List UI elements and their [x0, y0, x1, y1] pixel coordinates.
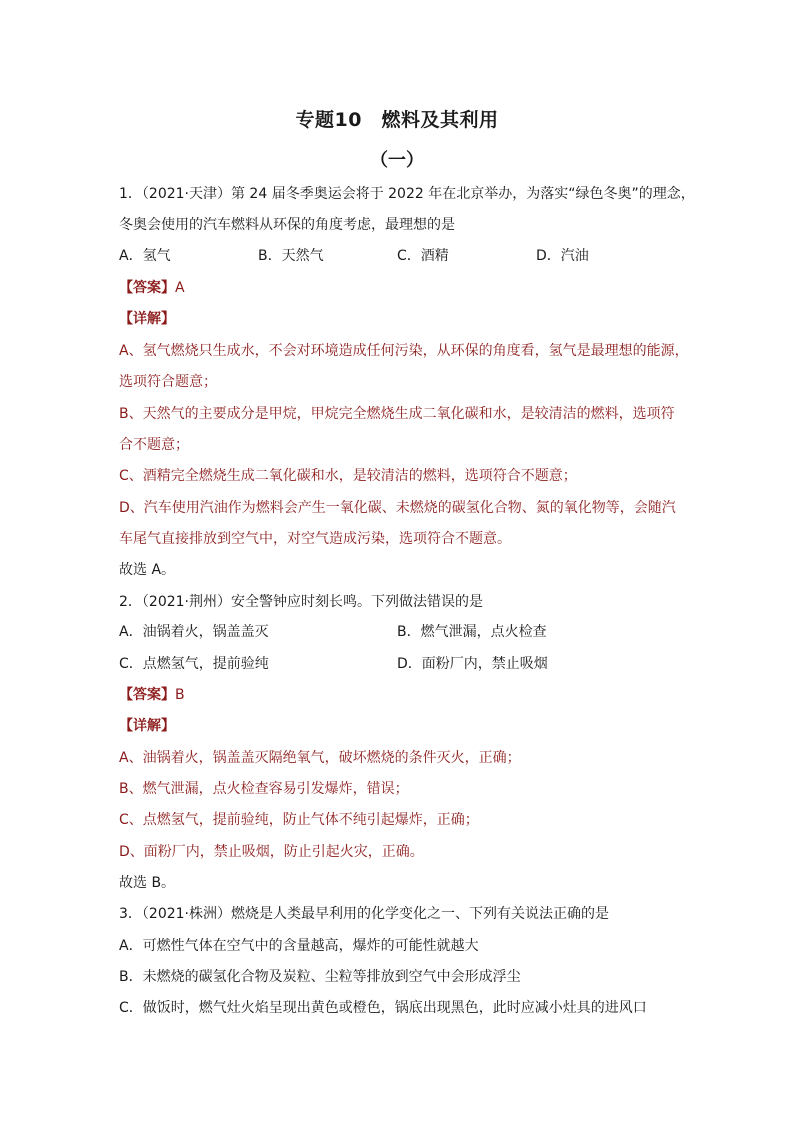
q1-stem-line1: 1．（2021·天津）第 24 届冬季奥运会将于 2022 年在北京举办，为落实“绿色冬奥”的理念， [119, 186, 695, 202]
q2-answer-label: 【答案】 [119, 687, 175, 703]
q2-option-b: B．燃气泄漏，点火检查 [397, 624, 547, 640]
q1-explain-line: B、天然气的主要成分是甲烷，甲烷完全燃烧生成二氧化碳和水，是较清洁的燃料，选项符 [119, 406, 675, 422]
q3-option-c: C．做饭时，燃气灶火焰呈现出黄色或橙色，锅底出现黑色，此时应减小灶具的进风口 [119, 1000, 647, 1016]
q2-option-a: A．油锅着火，锅盖盖灭 [119, 624, 269, 640]
q3-option-b: B．未燃烧的碳氢化合物及炭粒、尘粒等排放到空气中会形成浮尘 [119, 969, 521, 985]
q1-option-c: C．酒精 [397, 248, 449, 264]
q1-explain-line: 合不题意； [119, 437, 189, 453]
q1-answer-label: 【答案】 [119, 280, 175, 296]
q2-explain-line: A、油锅着火，锅盖盖灭隔绝氧气，破坏燃烧的条件灭火，正确； [119, 750, 521, 766]
q2-explain-label: 【详解】 [119, 718, 175, 734]
q1-answer-value: A [175, 280, 185, 296]
q1-explain-line: 车尾气直接排放到空气中，对空气造成污染，选项符合不题意。 [119, 531, 511, 547]
q2-answer [119, 685, 699, 705]
q2-explain-line: C、点燃氢气，提前验纯，防止气体不纯引起爆炸，正确； [119, 812, 479, 828]
q2-answer-value: B [175, 687, 185, 703]
q2-conclusion: 故选 B。 [119, 875, 176, 891]
q1-conclusion: 故选 A。 [119, 562, 176, 578]
q1-option-a: A．氢气 [119, 248, 171, 264]
page-title: 专题10 燃料及其利用 [295, 109, 499, 131]
q1-stem-line2: 冬奥会使用的汽车燃料从环保的角度考虑，最理想的是 [119, 217, 455, 233]
q1-explain-line: 选项符合题意； [119, 374, 217, 390]
q1-explain-line: D、汽车使用汽油作为燃料会产生一氧化碳、未燃烧的碳氢化合物、氮的氧化物等，会随汽 [119, 500, 676, 516]
q3-stem-line1: 3．（2021·株洲）燃烧是人类最早利用的化学变化之一、下列有关说法正确的是 [119, 906, 609, 922]
q1-explain-line: A、氢气燃烧只生成水，不会对环境造成任何污染，从环保的角度看，氢气是最理想的能源， [119, 343, 689, 359]
q2-option-c: C．点燃氢气，提前验纯 [119, 656, 269, 672]
q1-option-d: D．汽油 [536, 248, 589, 264]
q1-answer [119, 278, 699, 298]
q2-option-d: D．面粉厂内，禁止吸烟 [397, 656, 548, 672]
q1-option-b: B．天然气 [258, 248, 324, 264]
q1-explain-line: C、酒精完全燃烧生成二氧化碳和水，是较清洁的燃料，选项符合不题意； [119, 468, 577, 484]
page-subtitle: （一） [370, 150, 424, 171]
q1-explain-label: 【详解】 [119, 311, 175, 327]
q3-option-a: A．可燃性气体在空气中的含量越高，爆炸的可能性就越大 [119, 938, 479, 954]
q2-stem-line1: 2．（2021·荆州）安全警钟应时刻长鸣。下列做法错误的是 [119, 594, 483, 610]
q2-explain-line: B、燃气泄漏，点火检查容易引发爆炸，错误； [119, 781, 409, 797]
q2-explain-line: D、面粉厂内，禁止吸烟，防止引起火灾，正确。 [119, 844, 424, 860]
